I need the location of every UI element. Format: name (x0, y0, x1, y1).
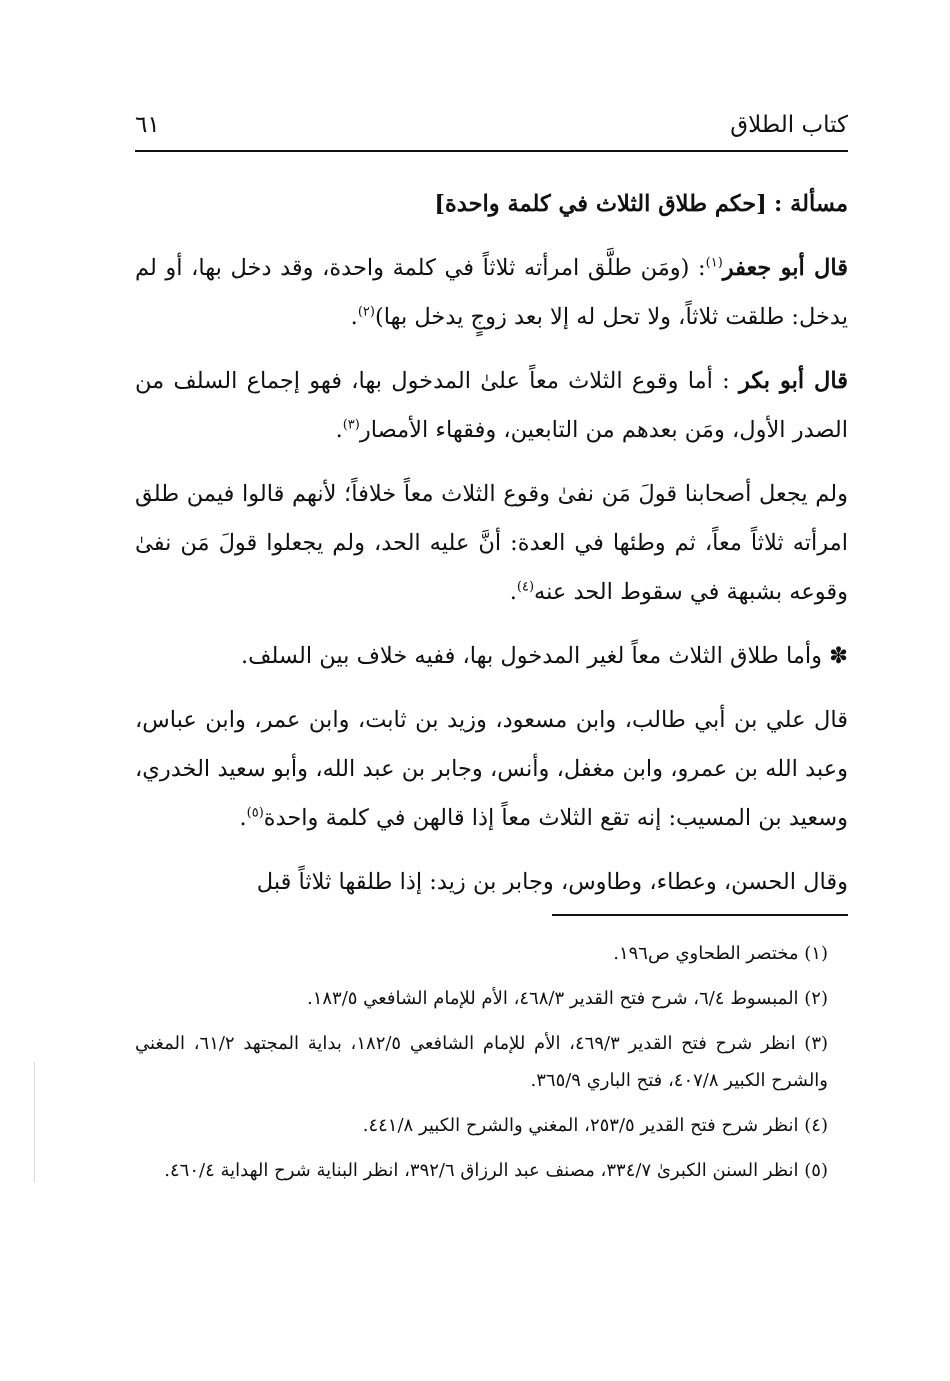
heading-lead: مسألة : (773, 191, 848, 217)
paragraph-text: وقال الحسن، وعطاء، وطاوس، وجابر بن زيد: إذا طلقها ثلاثاً قبل (256, 869, 848, 895)
paragraph-5 (135, 696, 848, 843)
footnote-5: (٥) انظر السنن الكبرىٰ ٣٣٤/٧، مصنف عبد الرزاق ٣٩٢/٦، انظر البناية شرح الهداية ٤٦٠/٤. (164, 1160, 828, 1181)
speaker-abu-jafar: قال أبو جعفر (722, 255, 848, 281)
paragraph-text: قال علي بن أبي طالب، وابن مسعود، وزيد بن ثابت، وابن عمر، وابن عباس، وعبد الله بن عمرو، وابن مغفل، وأنس، وجابر بن عبد الله، وأبو سعيد الخدري، وسعيد بن المسيب: إنه تقع الثلاث معاً إذا قالهن في كلمة واحدة (135, 707, 848, 831)
paragraph-text: : (ومَن طلَّق امرأته ثلاثاً في كلمة واحدة، وقد دخل بها، أو لم يدخل: طلقت ثلاثاً، ولا تحل له إلا بعد زوجٍ يدخل بها) (135, 255, 848, 330)
footnote-3: (٣) انظر شرح فتح القدير ٤٦٩/٣، الأم للإمام الشافعي ١٨٢/٥، بداية المجتهد ٦١/٢، المغني والشرح الكبير ٤٠٧/٨، فتح الباري ٣٦٥/٩. (135, 1033, 829, 1091)
paragraph-end: . (335, 417, 343, 443)
footnote-ref: (٤) (516, 579, 535, 595)
footnote-ref: (٣) (342, 417, 360, 433)
footnote-2: (٢) المبسوط ٦/٤، شرح فتح القدير ٤٦٨/٣، الأم للإمام الشافعي ١٨٣/٥. (306, 988, 828, 1009)
paragraph-1 (135, 244, 848, 342)
footnote-ref: (٢) (357, 304, 375, 320)
footnotes (135, 935, 848, 1197)
paragraph-text: : أما وقوع الثلاث معاً علىٰ المدخول بها، فهو إجماع السلف من الصدر الأول، ومَن بعدهم من التابعين، وفقهاء الأمصار (135, 368, 848, 443)
footnote-ref: (٥) (246, 805, 264, 821)
chapter-title: كتاب الطلاق (730, 112, 848, 138)
paragraph-end: . (350, 304, 358, 330)
footnote-separator (552, 914, 848, 916)
paragraph-6 (135, 858, 848, 907)
footnote-4: (٤) انظر شرح فتح القدير ٢٥٣/٥، المغني والشرح الكبير ٤٤١/٨. (362, 1115, 828, 1136)
running-header (135, 104, 848, 152)
margin-line (34, 1062, 35, 1182)
paragraph-2 (135, 357, 848, 455)
heading-title: [حكم طلاق الثلاث في كلمة واحدة] (434, 191, 767, 217)
paragraph-text: ✽ وأما طلاق الثلاث معاً لغير المدخول بها، ففيه خلاف بين السلف. (241, 643, 848, 669)
main-text (135, 180, 848, 922)
paragraph-text: ولم يجعل أصحابنا قولَ مَن نفىٰ وقوع الثلاث معاً خلافاً؛ لأنهم قالوا فيمن طلق امرأته ثلاثاً معاً، ثم وطئها في العدة: أنَّ عليه الحد، ولم يجعلوا قولَ مَن نفىٰ وقوعه بشبهة في سقوط الحد عنه (135, 481, 848, 605)
speaker-abu-bakr: قال أبو بكر (738, 368, 848, 394)
paragraph-end: . (509, 579, 517, 605)
footnote-ref: (١) (705, 255, 723, 271)
footnote-1: (١) مختصر الطحاوي ص١٩٦. (613, 943, 828, 964)
paragraph-3 (135, 470, 848, 617)
paragraph-4 (135, 632, 848, 681)
page-number: ٦١ (135, 112, 160, 138)
section-heading (135, 180, 848, 229)
paragraph-end: . (239, 805, 247, 831)
